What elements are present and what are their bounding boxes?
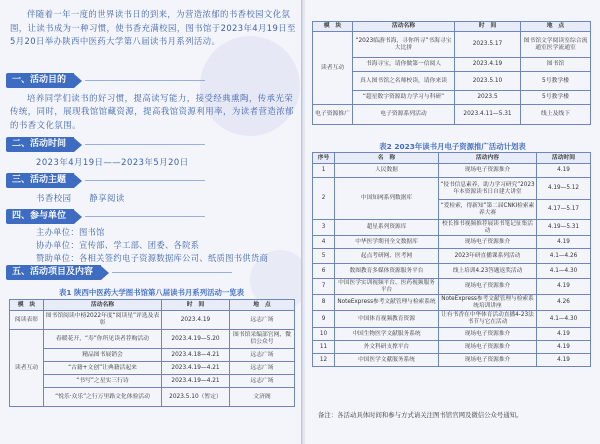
section-heading — [6, 136, 205, 153]
table-row — [313, 32, 591, 58]
table-cell: 2023年研直播课系列活动 — [439, 249, 537, 264]
table-cell: 图书馆 — [521, 58, 591, 72]
table-cell: 书海寻宝，请你做第一信阅人 — [353, 58, 455, 72]
table-cell: 远志广场 — [230, 349, 295, 362]
table-cell: “侵书信息素养，助力学习研究”2023年本资源读书日自建大讲堂 — [439, 178, 537, 200]
table-row — [313, 58, 591, 72]
table-cell: 起点考研网、医考网 — [335, 249, 439, 264]
table-cell: NoteExpress参考文献管理与检索系统 — [335, 295, 439, 311]
table-cell: 中国医学实训视频平台、医药视频服务平台 — [335, 279, 439, 295]
table-cell: 远志广场 — [230, 311, 295, 330]
table-cell: 5号教学楼 — [521, 72, 591, 91]
table-cell: 3 — [313, 220, 335, 236]
table-row — [313, 178, 591, 200]
table-header-cell: 名 称 — [335, 153, 439, 164]
table-cell: 2023.4.18—4.21 — [162, 349, 230, 362]
table-cell: 1 — [313, 164, 335, 178]
table-cell: 2023.4.19 — [162, 311, 230, 330]
section-title: 五、活动项目及内容 — [6, 265, 101, 280]
table-cell: 读者互动 — [313, 32, 353, 105]
table-cell: 4.19 — [537, 164, 591, 178]
table-row — [10, 362, 295, 375]
table-cell: 4.19 — [537, 279, 591, 295]
table-header-row — [313, 153, 591, 164]
table-cell: 4.1—4.30 — [537, 311, 591, 328]
table-cell: 4.19 — [537, 236, 591, 249]
table-cell: 真人图书馆之名师校读，请你来读 — [353, 72, 455, 91]
table-cell: 数图教育多媒体资源服务平台 — [335, 264, 439, 279]
footnote: 备注：各活动具体时间和参与方式请关注图书馆官网及微信公众号通知。 — [318, 411, 523, 419]
table-cell: 春暖花开，“寿”你所见读者荐购活动 — [44, 330, 162, 349]
table-cell: 现场电子资源推介 — [439, 164, 537, 178]
table-cell: 4.26 — [537, 295, 591, 311]
table-row — [10, 311, 295, 330]
table-cell: 阅读表彰 — [10, 311, 44, 330]
table-cell: 2023.4.11—5.31 — [455, 105, 521, 125]
table-row — [313, 264, 591, 279]
table-header-cell: 地 点 — [230, 300, 295, 311]
table-cell: 现场电子资源推介 — [439, 328, 537, 341]
table-cell: 2023.5.17 — [455, 32, 521, 58]
table-row — [313, 72, 591, 91]
table-cell: 4.1—4.30 — [537, 264, 591, 279]
table-cell: 图书馆采编部官网、微信公众号 — [230, 330, 295, 349]
table-cell: 电子资源推广 — [313, 105, 353, 125]
section-heading — [6, 72, 205, 89]
table-cell: 外文科研支撑平台 — [335, 341, 439, 354]
units-list — [36, 226, 268, 266]
table-cell: 电子资源系列活动 — [353, 105, 455, 125]
table-cell: 7 — [313, 279, 335, 295]
table-cell: 2023.5.10（暂定） — [162, 388, 230, 407]
table-header-cell: 活动名称 — [44, 300, 162, 311]
table-cell: 中华医学期刊全文数据库 — [335, 236, 439, 249]
theme-text: 书香校园 静享阅读 — [36, 193, 125, 203]
table-row — [313, 341, 591, 354]
table-cell: 中国生物医学文献服务系统 — [335, 328, 439, 341]
table-row — [313, 220, 591, 236]
table-cell: “2023临游书海，寻你所寻”书海寻宝大比拼 — [353, 32, 455, 58]
table-cell: 5 — [313, 249, 335, 264]
table-cell: NoteExpress参考文献管理与检索系统培训讲座 — [439, 295, 537, 311]
table-cell: “超星数字资源助力学习与科研” — [353, 91, 455, 105]
table-cell: 中国医学文献服务系统 — [335, 354, 439, 367]
table-cell: 精品图书展销会 — [44, 349, 162, 362]
table-cell: 11 — [313, 341, 335, 354]
table-header-cell: 时 间 — [162, 300, 230, 311]
table-header-cell: 地 点 — [521, 22, 591, 32]
activities-table — [9, 299, 295, 407]
table-row — [313, 164, 591, 178]
unit-sponsor: 赞助单位：各相关签约电子资源数据库公司、纸质图书供货商 — [36, 253, 269, 264]
table-row — [10, 375, 295, 388]
table-cell: 图书馆文学阅读室综合流通室医学流通室 — [521, 32, 591, 58]
table-cell: “爱检索，得新知”第二届CNKI检索素养大赛 — [439, 200, 537, 220]
table-cell: 中国体育视频教育资源 — [335, 311, 439, 328]
table-header-cell: 活动名称 — [353, 22, 455, 32]
table-cell: 2023.4.19—4.21 — [162, 375, 230, 388]
table-cell: 现场电子资源推介 — [439, 354, 537, 367]
table-cell: 12 — [313, 354, 335, 367]
table-header-row — [313, 22, 591, 32]
table-row — [313, 249, 591, 264]
purpose-paragraph: 培养同学们读书的好习惯，提高读写能力，接受经典熏陶，传承光荣传统，同时，展现我馆馆藏资源，提高我馆资源利用率，为读者营造浓郁的书香文化氛围。 — [10, 93, 294, 130]
section-title: 一、活动目的 — [6, 73, 74, 88]
table-cell: 文济阁 — [230, 388, 295, 407]
table-cell: 2023.5.10 — [455, 72, 521, 91]
section-heading — [6, 264, 232, 281]
table-cell: “书写”之星实三行诗 — [44, 375, 162, 388]
table-header-cell: 序号 — [313, 153, 335, 164]
intro-paragraph: 伴随着一年一度的世界读书日的到来，为营造浓郁的书香校园文化氛围，让读书成为一种习惯，使书香充满校园，图书馆于2023年4月19日至5月20日举办陕西中医药大学第八届读书月系列活动。 — [10, 9, 296, 47]
table-cell: 6 — [313, 264, 335, 279]
table-row — [313, 354, 591, 367]
section-title: 二、活动时间 — [6, 137, 74, 152]
table-row — [313, 311, 591, 328]
table-cell: 线上培训4.23答题返奖活动 — [439, 264, 537, 279]
table-cell: “悦乐·众乐”之行万里路文化体验活动 — [44, 388, 162, 407]
section-heading — [6, 172, 205, 189]
section-title: 四、参与单位 — [6, 209, 74, 224]
table-cell: 2023.5 — [455, 91, 521, 105]
table-cell: 4.19 — [537, 341, 591, 354]
table-cell: 8 — [313, 295, 335, 311]
e-resource-plan-table — [312, 152, 591, 367]
table-cell: 4.19—5.31 — [537, 220, 591, 236]
table-header-cell: 活动时间 — [537, 153, 591, 164]
table-cell: 4.17—5.17 — [537, 200, 591, 220]
table-cell: 4.1—4.26 — [537, 249, 591, 264]
table-row — [10, 330, 295, 349]
table-cell: 读者互动 — [10, 330, 44, 407]
table-header-cell: 模 块 — [313, 22, 353, 32]
table-cell: 4 — [313, 236, 335, 249]
table-cell: 2023.4.19—4.21 — [162, 362, 230, 375]
table-cell: 4.19—5.12 — [537, 178, 591, 200]
table-row — [313, 91, 591, 105]
table-row — [10, 349, 295, 362]
table-cell: 远志广场 — [230, 375, 295, 388]
table-cell: 线上及线下 — [521, 105, 591, 125]
table-cell: 中国知网系列数据库 — [335, 178, 439, 220]
table-cell: 远志广场 — [230, 362, 295, 375]
time-text: 2023年4月19日——2023年5月20日 — [36, 157, 189, 167]
table-cell: 图书馆阅读中榜2022年度“阅读星”评选及表彰 — [44, 311, 162, 330]
table-cell: “古籍+文创”让典籍活起来 — [44, 362, 162, 375]
table-cell: 4.19 — [537, 354, 591, 367]
table-cell: 超星系列资源库 — [335, 220, 439, 236]
table-row — [313, 295, 591, 311]
table-header-cell: 时 间 — [455, 22, 521, 32]
table-row — [313, 236, 591, 249]
table-cell: 2023.4.19—5.20 — [162, 330, 230, 349]
table-cell: 现场电子资源推介 — [439, 341, 537, 354]
table-cell: 4.19 — [537, 328, 591, 341]
table-cell: 10 — [313, 328, 335, 341]
table-cell: 2 — [313, 178, 335, 220]
table-header-row — [10, 300, 295, 311]
table-row — [10, 388, 295, 407]
section-title: 三、活动主题 — [6, 173, 74, 188]
table-cell: 5号教学楼 — [521, 91, 591, 105]
section-heading — [6, 208, 205, 225]
table-cell: 现场电子资源推介 — [439, 236, 537, 249]
table2-caption: 表2 2023年读书月电子资源推广活动计划表 — [379, 142, 526, 151]
unit-host: 主办单位：图书馆 — [36, 227, 105, 237]
table-cell: 校长推书视频推荐展读书笔记征集活动 — [439, 220, 537, 236]
table-cell: 2023.4.19 — [455, 58, 521, 72]
table-header-cell: 模 块 — [10, 300, 44, 311]
table-header-cell: 活动内容 — [439, 153, 537, 164]
table-cell: 人民数据 — [335, 164, 439, 178]
table-cell: 现场电子资源推介 — [439, 279, 537, 295]
table-cell: 9 — [313, 311, 335, 328]
table1-caption: 表1 陕西中医药大学图书馆第八届读书月系列活动一览表 — [58, 288, 245, 297]
unit-co-host: 协办单位：宣传部、学工部、团委、各院系 — [36, 240, 200, 251]
table-row — [313, 279, 591, 295]
table-row — [313, 105, 591, 125]
table-row — [313, 328, 591, 341]
table-cell: 让有书香在中华体育活动直播4-23法书节与它在活动 — [439, 311, 537, 328]
activities-table-continued — [312, 21, 591, 125]
